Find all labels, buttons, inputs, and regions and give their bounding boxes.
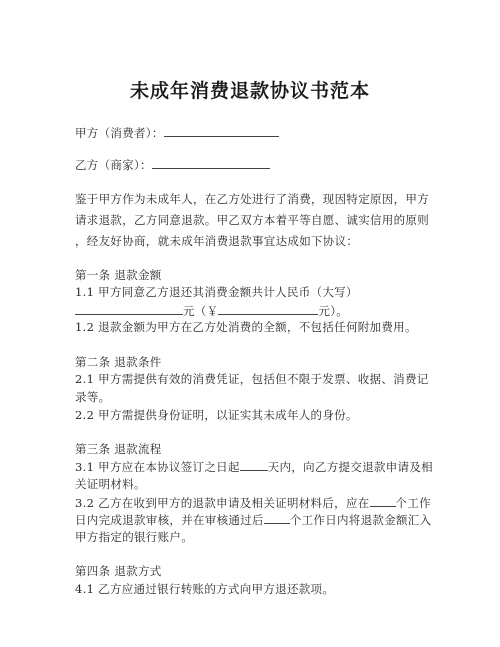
- amount-yuan-close: 元）。: [318, 304, 349, 318]
- amount-yuan-text: 元（￥: [183, 304, 219, 318]
- article-3-line-2: 关证明材料。: [75, 477, 146, 491]
- article-2-heading: 第二条 退款条件: [75, 355, 162, 369]
- article-4-line-1: 4.1 乙方应通过银行转账的方式向甲方退还款项。: [75, 582, 335, 596]
- article-3-heading: 第三条 退款流程: [75, 442, 162, 456]
- intro-line-3: ，经友好协商，就未成年消费退款事宜达成如下协议：: [75, 234, 359, 248]
- article-3-line-3-a: 3.2 乙方在收到甲方的退款申请及相关证明材料后，应在: [75, 496, 370, 510]
- article-2-line-1: 2.1 甲方需提供有效的消费凭证，包括但不限于发票、收据、消费记: [75, 372, 429, 386]
- amount-words-blank: [75, 302, 183, 315]
- transfer-days-blank: [264, 511, 290, 524]
- article-3-line-3: [75, 494, 431, 511]
- article-1-heading: 第一条 退款金额: [75, 268, 162, 282]
- article-1-line-2: [75, 302, 348, 319]
- party-b-blank: [152, 156, 270, 169]
- article-3-line-4: [75, 511, 431, 528]
- article-2-line-3: 2.2 甲方需提供身份证明，以证实其未成年人的身份。: [75, 408, 358, 422]
- article-1-line-1: 1.1 甲方同意乙方退还其消费金额共计人民币（大写）: [75, 285, 358, 299]
- article-1-line-3: 1.2 退款金额为甲方在乙方处消费的全额，不包括任何附加费用。: [75, 320, 417, 334]
- intro-line-2: 请求退款，乙方同意退款。甲乙双方本着平等自愿、诚实信用的原则: [75, 213, 429, 227]
- article-3-line-1: [75, 458, 433, 475]
- article-3-line-3-b: 个工作: [395, 496, 431, 510]
- party-a-blank: [164, 124, 279, 137]
- article-2-line-2: 录等。: [75, 390, 111, 404]
- party-b-label: 乙方（商家）：: [75, 158, 152, 172]
- document-title: 未成年消费退款协议书范本: [129, 80, 370, 102]
- amount-number-blank: [218, 302, 318, 315]
- days-blank: [240, 458, 268, 471]
- review-days-blank: [370, 494, 396, 507]
- intro-line-1: 鉴于甲方作为未成年人，在乙方处进行了消费，现因特定原因，甲方: [75, 192, 429, 206]
- article-4-heading: 第四条 退款方式: [75, 564, 162, 578]
- article-3-line-1-b: 天内，向乙方提交退款申请及相: [267, 460, 433, 474]
- article-3-line-1-a: 3.1 甲方应在本协议签订之日起: [75, 460, 240, 474]
- article-3-line-4-a: 日内完成退款审核，并在审核通过后: [75, 513, 264, 527]
- article-3-line-5: 甲方指定的银行账户。: [75, 530, 193, 544]
- party-b-line: [75, 156, 270, 173]
- article-3-line-4-b: 个工作日内将退款金额汇入: [289, 513, 432, 527]
- party-a-line: [75, 124, 279, 141]
- party-a-label: 甲方（消费者）：: [75, 126, 164, 140]
